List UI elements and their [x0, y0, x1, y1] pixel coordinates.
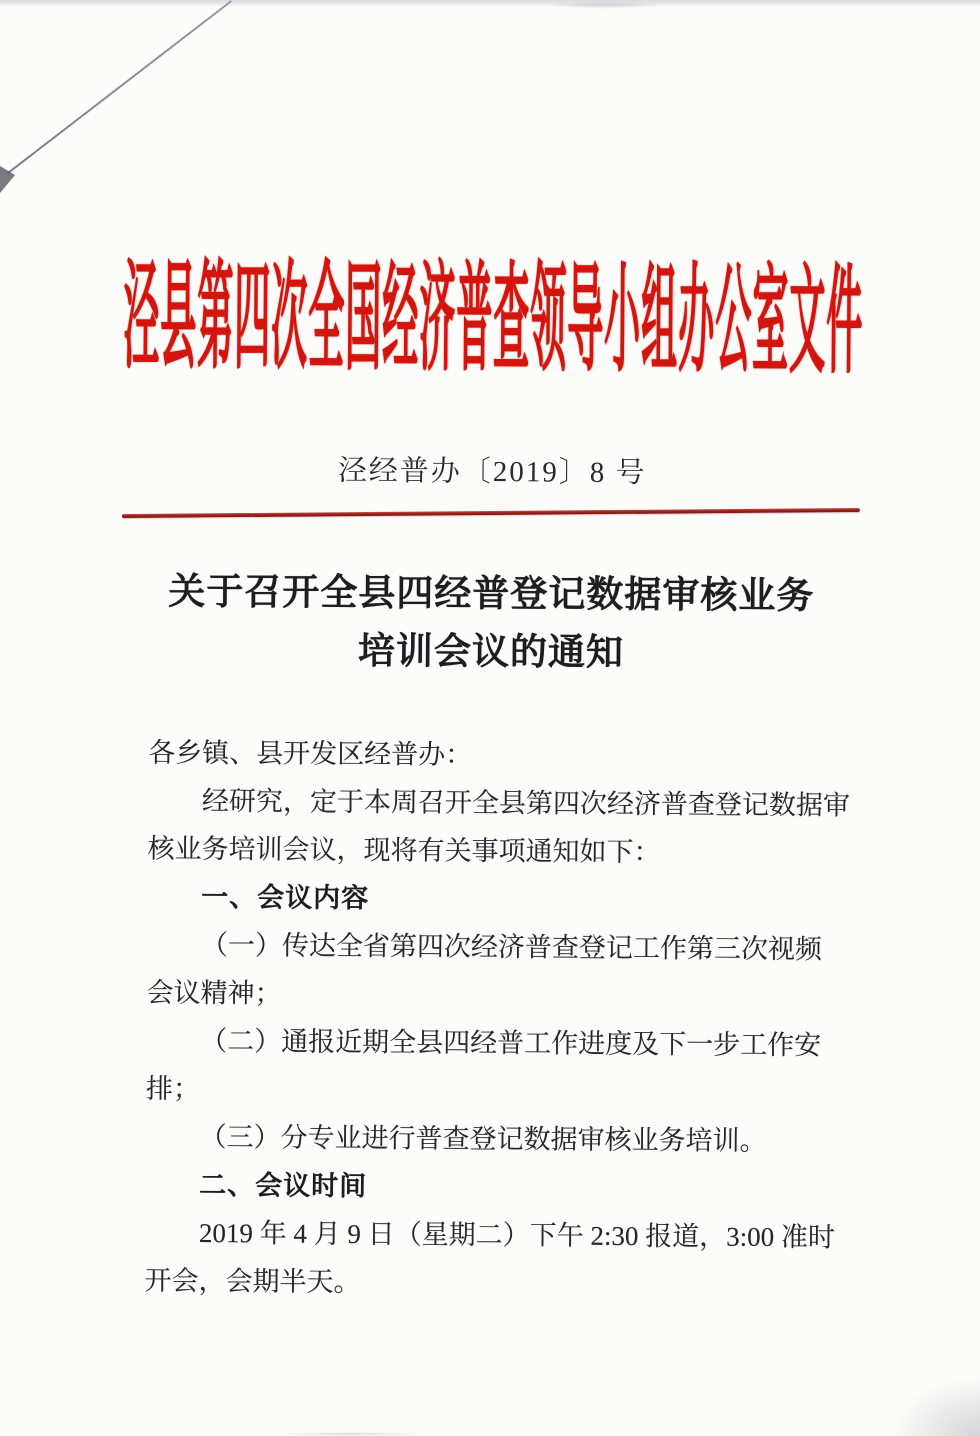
scan-bottom-edge-noise: [280, 1432, 420, 1436]
body-line: （二）通报近期全县四经普工作进度及下一步工作安: [200, 1025, 822, 1061]
body-line: 各乡镇、县开发区经普办：: [148, 737, 473, 770]
body-line: 二、会议时间: [199, 1169, 368, 1202]
body-line: （一）传达全省第四次经济普查登记工作第三次视频: [200, 929, 822, 965]
body-line: 一、会议内容: [201, 881, 370, 914]
letterhead: [3, 251, 980, 389]
body-line: 开会，会期半天。: [144, 1265, 361, 1298]
document-title: [1, 563, 980, 686]
document-body: [144, 729, 864, 1310]
document-title-line-2: 培训会议的通知: [357, 631, 625, 674]
body-line: 排；: [145, 1073, 201, 1104]
body-line: 2019 年 4 月 9 日（星期二）下午 2:30 报道，3:00 准时: [198, 1217, 836, 1253]
body-line: 会议精神；: [146, 977, 282, 1009]
letterhead-title: 泾县第四次全国经济普查领导小组办公室文件: [122, 251, 864, 389]
doc-number: 泾经普办〔2019〕8 号: [337, 454, 647, 490]
document-title-line-1: 关于召开全县四经普登记数据审核业务: [168, 571, 815, 618]
body-line: 经研究，定于本周召开全县第四次经济普查登记数据审: [201, 785, 851, 821]
scan-corner-noise: [890, 1376, 980, 1436]
body-line: （三）分专业进行普查登记数据审核业务培训。: [199, 1121, 767, 1156]
body-line: 核业务培训会议，现将有关事项通知如下：: [147, 833, 661, 868]
red-divider: [122, 508, 860, 518]
